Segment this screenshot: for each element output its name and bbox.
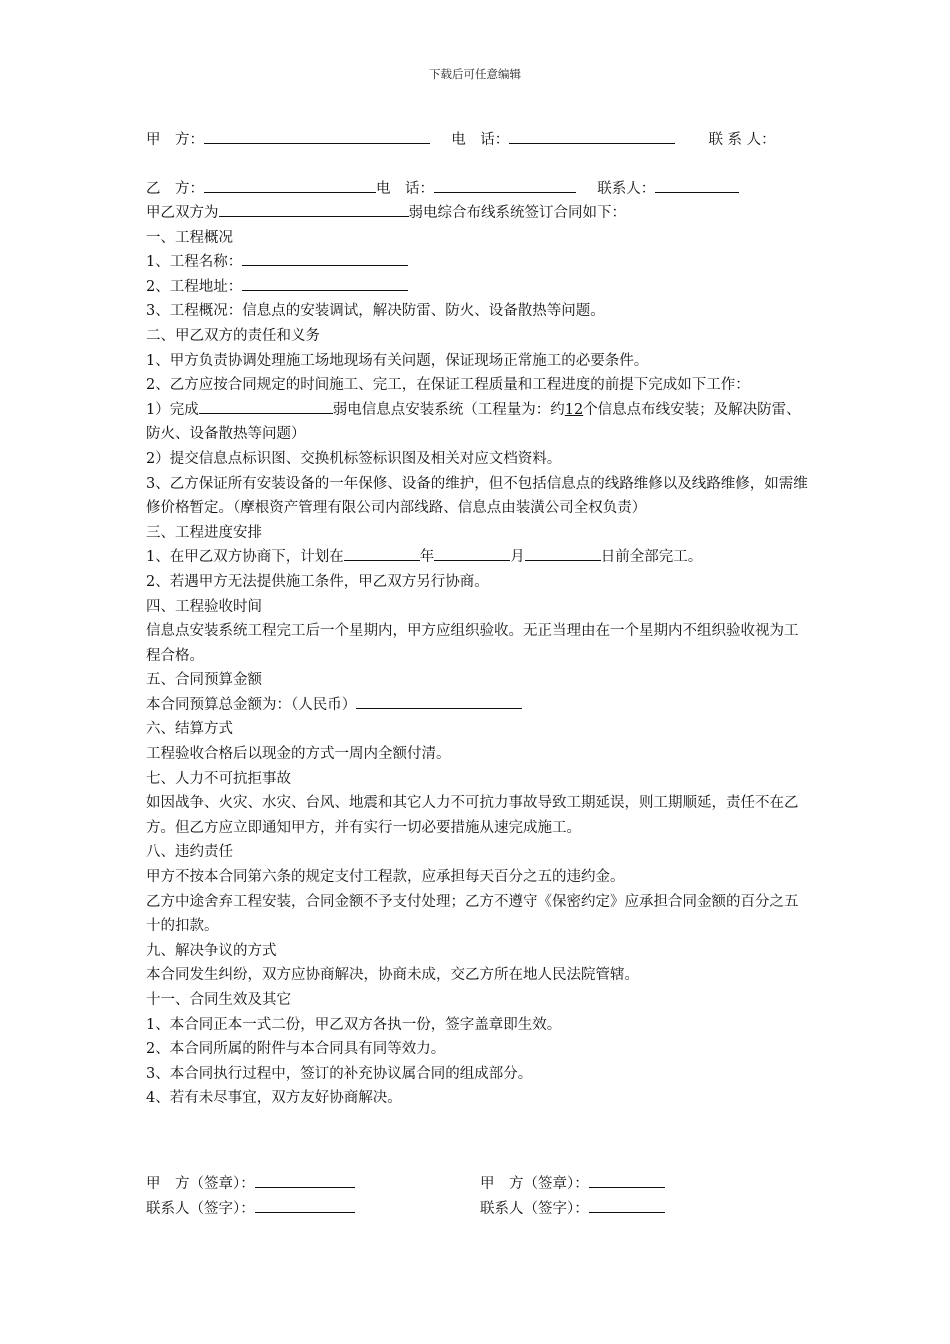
clause-6-1: 工程验收合格后以现金的方式一周内全额付清。 [146,746,451,763]
project-overview-line: 3、工程概况：信息点的安装调试，解决防雷、防火、设备散热等问题。 [146,303,605,320]
right-contact-row [480,1197,665,1219]
party-b-name-blank[interactable] [204,177,376,193]
party-a-label: 甲 方： [146,132,204,148]
clause-2-3: 3、乙方保证所有安装设备的一年保修、设备的维护，但不包括信息点的线路维修以及线路维修，如需维修价格暂定。（摩根资产管理有限公司内部线路、信息点由装潢公司全权负责） [146,475,808,517]
clause-2-2: 2、乙方应按合同规定的时间施工、完工，在保证工程质量和工程进度的前提下完成如下工作： [146,377,750,394]
budget-amount-blank[interactable] [356,693,522,709]
info-point-count: 12 [564,401,584,418]
left-seal-label: 甲 方（签章）： [146,1176,255,1192]
clause-8-2: 乙方中途舍弃工程安装，合同金额不予支付处理；乙方不遵守《保密约定》应承担合同金额的百分之五十的扣款。 [146,893,799,935]
party-a-row [146,128,776,150]
party-a-phone-blank[interactable] [509,128,675,144]
party-b-label: 乙 方： [146,181,204,197]
section-6-heading: 六、结算方式 [146,721,233,738]
clause-2-2a: 1）完成 弱电信息点安装系统（工程量为：约12个信息点布线安装；及解决防雷、防火、设备散热等问题） [146,398,810,447]
right-contact-label: 联系人（签字）： [480,1201,589,1217]
left-seal-row [146,1172,355,1194]
clause-3-1: 1、在甲乙双方协商下，计划在 年 月 日前全部完工。 [146,545,810,570]
clause-11-2: 2、本合同所属的附件与本合同具有同等效力。 [146,1041,446,1058]
section-8-heading: 八、违约责任 [146,844,233,861]
contract-body [146,201,810,1111]
project-name-blank[interactable] [242,250,408,266]
section-2-heading: 二、甲乙双方的责任和义务 [146,327,320,344]
day-blank[interactable] [525,545,601,561]
project-for-blank[interactable] [219,201,409,217]
left-contact-blank[interactable] [255,1197,355,1213]
left-contact-label: 联系人（签字）： [146,1201,255,1217]
party-b-contact-label: 联系人： [597,181,656,197]
clause-2-2b: 2）提交信息点标识图、交换机标签标识图及相关对应文档资料。 [146,450,562,467]
clause-2-1: 1、甲方负责协调处理施工场地现场有关问题，保证现场正常施工的必要条件。 [146,352,649,369]
party-b-row [146,177,739,199]
month-blank[interactable] [434,545,510,561]
party-b-phone-blank[interactable] [434,177,576,193]
project-address-line: 2、工程地址： [146,275,810,300]
section-3-heading: 三、工程进度安排 [146,524,262,541]
left-seal-blank[interactable] [255,1172,355,1188]
right-contact-blank[interactable] [589,1197,665,1213]
party-a-phone-label: 电 话： [451,132,510,148]
party-b-phone-label: 电 话： [376,181,434,197]
section-9-heading: 九、解决争议的方式 [146,942,277,959]
party-a-contact-label: 联 系 人： [708,132,776,148]
clause-5-1: 本合同预算总金额为：（人民币） [146,693,810,718]
right-seal-blank[interactable] [589,1172,665,1188]
section-11-heading: 十一、合同生效及其它 [146,992,291,1008]
party-a-name-blank[interactable] [204,128,430,144]
clause-4-1: 信息点安装系统工程完工后一个星期内，甲方应组织验收。无正当理由在一个星期内不组织验收视为工程合格。 [146,623,799,664]
section-1-heading: 一、工程概况 [146,229,233,246]
clause-11-3: 3、本合同执行过程中，签订的补充协议属合同的组成部分。 [146,1065,533,1082]
project-address-blank[interactable] [242,275,408,291]
section-5-heading: 五、合同预算金额 [146,672,262,689]
page-header: 下载后可任意编辑 [429,67,521,81]
intro-line: 甲乙双方为 弱电综合布线系统签订合同如下： [146,201,810,226]
right-seal-row [480,1172,665,1194]
clause-11-1: 1、本合同正本一式二份，甲乙双方各执一份，签字盖章即生效。 [146,1016,562,1033]
section-7-heading: 七、人力不可抗拒事故 [146,770,291,787]
project-name-line: 1、工程名称： [146,250,810,275]
clause-8-1: 甲方不按本合同第六条的规定支付工程款，应承担每天百分之五的违约金。 [146,869,625,886]
clause-9-1: 本合同发生纠纷，双方应协商解决，协商未成，交乙方所在地人民法院管辖。 [146,967,639,984]
section-4-heading: 四、工程验收时间 [146,598,262,615]
party-b-contact-blank[interactable] [655,177,739,193]
year-blank[interactable] [344,545,420,561]
clause-11-4: 4、若有未尽事宜，双方友好协商解决。 [146,1090,402,1107]
left-contact-row [146,1197,355,1219]
right-seal-label: 甲 方（签章）： [480,1176,589,1192]
clause-7-1: 如因战争、火灾、水灾、台风、地震和其它人力不可抗力事故导致工期延误，则工期顺延，责任不在乙方。但乙方应立即通知甲方，并有实行一切必要措施从速完成施工。 [146,795,799,836]
clause-3-2: 2、若遇甲方无法提供施工条件，甲乙双方另行协商。 [146,573,489,590]
system-name-blank[interactable] [199,398,333,414]
